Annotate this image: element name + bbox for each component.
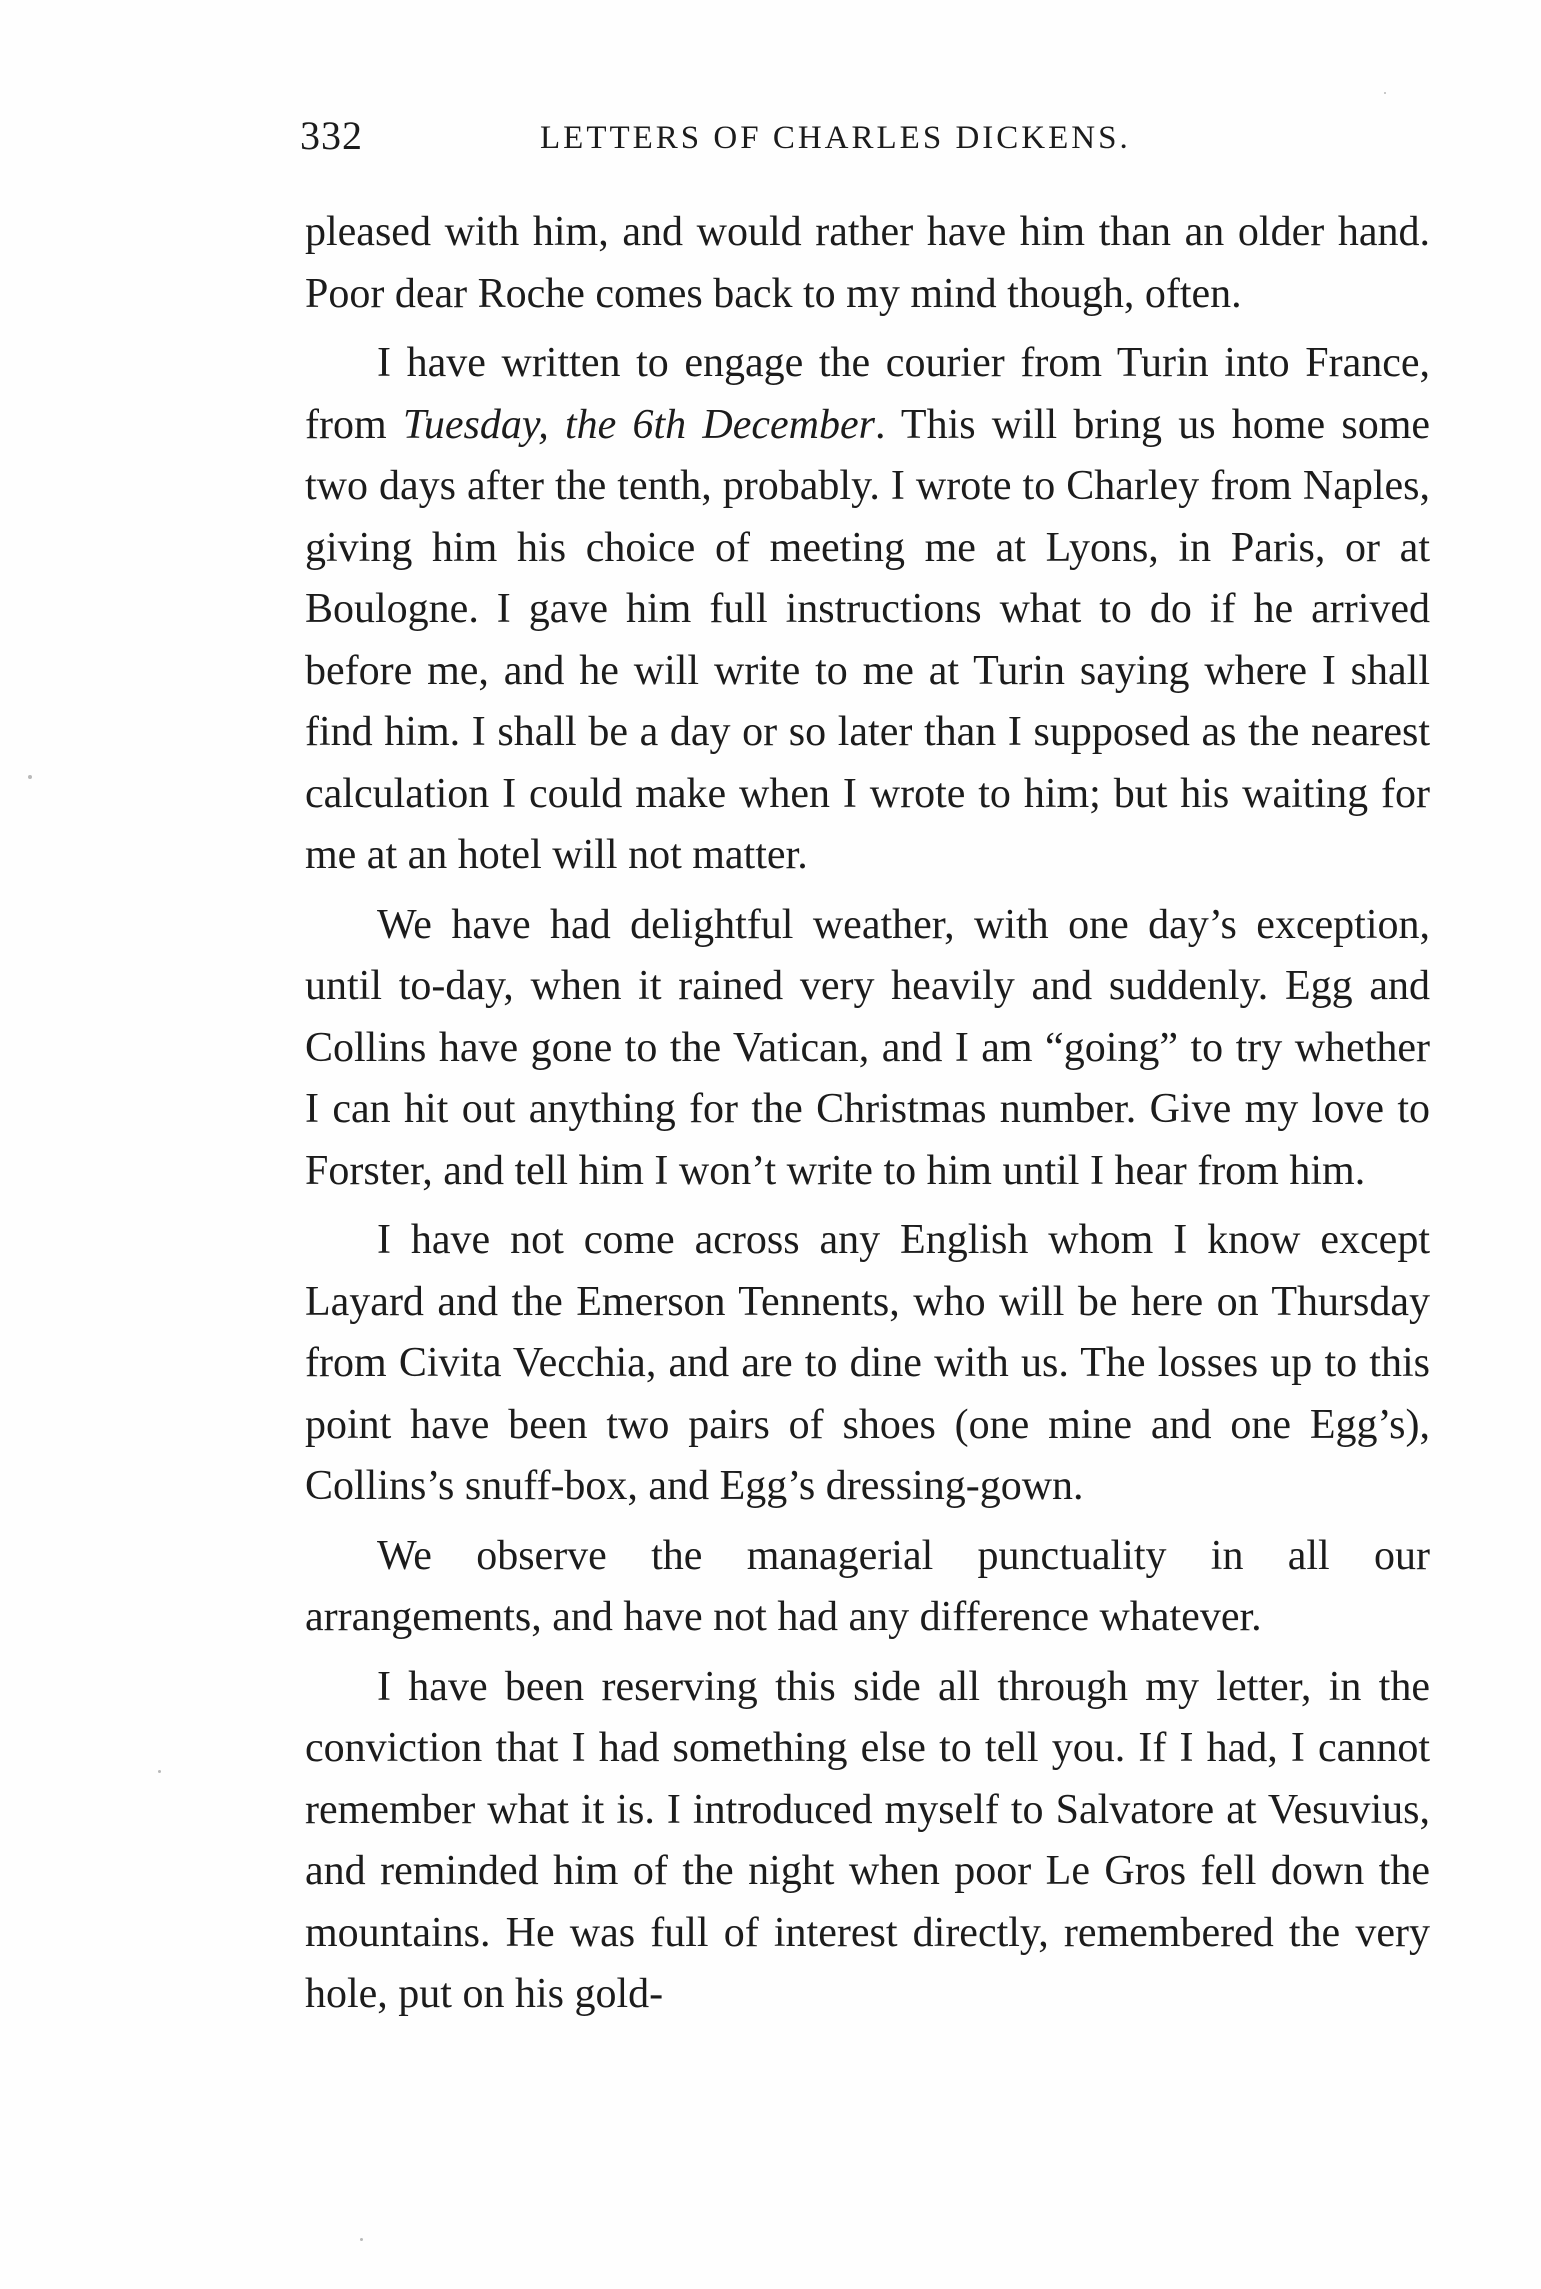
paper-speck xyxy=(28,775,32,779)
paragraph-salvatore: I have been reserving this side all through my letter, in the conviction that I had something else to tell you. If I had, I cannot remember what it is. I introduced myself to Salvatore at Vesuvius, and reminded him of the night when poor Le Gros fell down the mountains. He was full of interest directly, remembered the very hole, put on his gold- xyxy=(305,1663,1430,2017)
paper-speck xyxy=(158,1770,161,1773)
paragraph-english: I have not come across any English whom I know except Layard and the Emerson Tennents, who will be here on Thursday from Civita Vecchia, and are to dine with us. The losses up to this point have been two pairs of shoes (one mine and one Egg’s), Collins’s snuff-box, and Egg’s dressing-gown. xyxy=(305,1217,1430,1509)
paragraph-punctuality: We observe the managerial punctuality in all our arrangements, and have not had any difference whatever. xyxy=(305,1532,1430,1640)
paragraph-courier xyxy=(305,333,1430,887)
paragraph-weather: We have had delightful weather, with one day’s exception, until to-day, when it rained very heavily and suddenly. Egg and Collins have gone to the Vatican, and I am “going” to try whether I can hit out anything for the Christmas number. Give my love to Forster, and tell him I won’t write to him until I hear from him. xyxy=(305,901,1430,1194)
paragraph-courier-date-italic: Tuesday, the 6th December xyxy=(402,401,875,448)
paper-speck xyxy=(1384,92,1386,94)
page-header xyxy=(300,112,1430,162)
paragraph-courier-text-start: I have written to engage the courier from Turin into France, from xyxy=(305,340,1430,448)
paragraph-continued: pleased with him, and would rather have him than an older hand. Poor dear Roche comes back to my mind though, often. xyxy=(305,209,1430,317)
paper-speck xyxy=(360,2238,363,2241)
running-title: LETTERS OF CHARLES DICKENS. xyxy=(540,120,1131,156)
body-text xyxy=(305,202,1430,2026)
page-number: 332 xyxy=(300,113,363,158)
paragraph-courier-text-end: . This will bring us home some two days after the tenth, probably. I wrote to Charley from Naples, giving him his choice of meeting me at Lyons, in Paris, or at Boulogne. I gave him full instructions what to do if he arrived before me, and he will write to me at Turin saying where I shall find him. I shall be a day or so later than I supposed as the nearest calculation I could make when I wrote to him; but his waiting for me at an hotel will not matter. xyxy=(305,401,1430,878)
